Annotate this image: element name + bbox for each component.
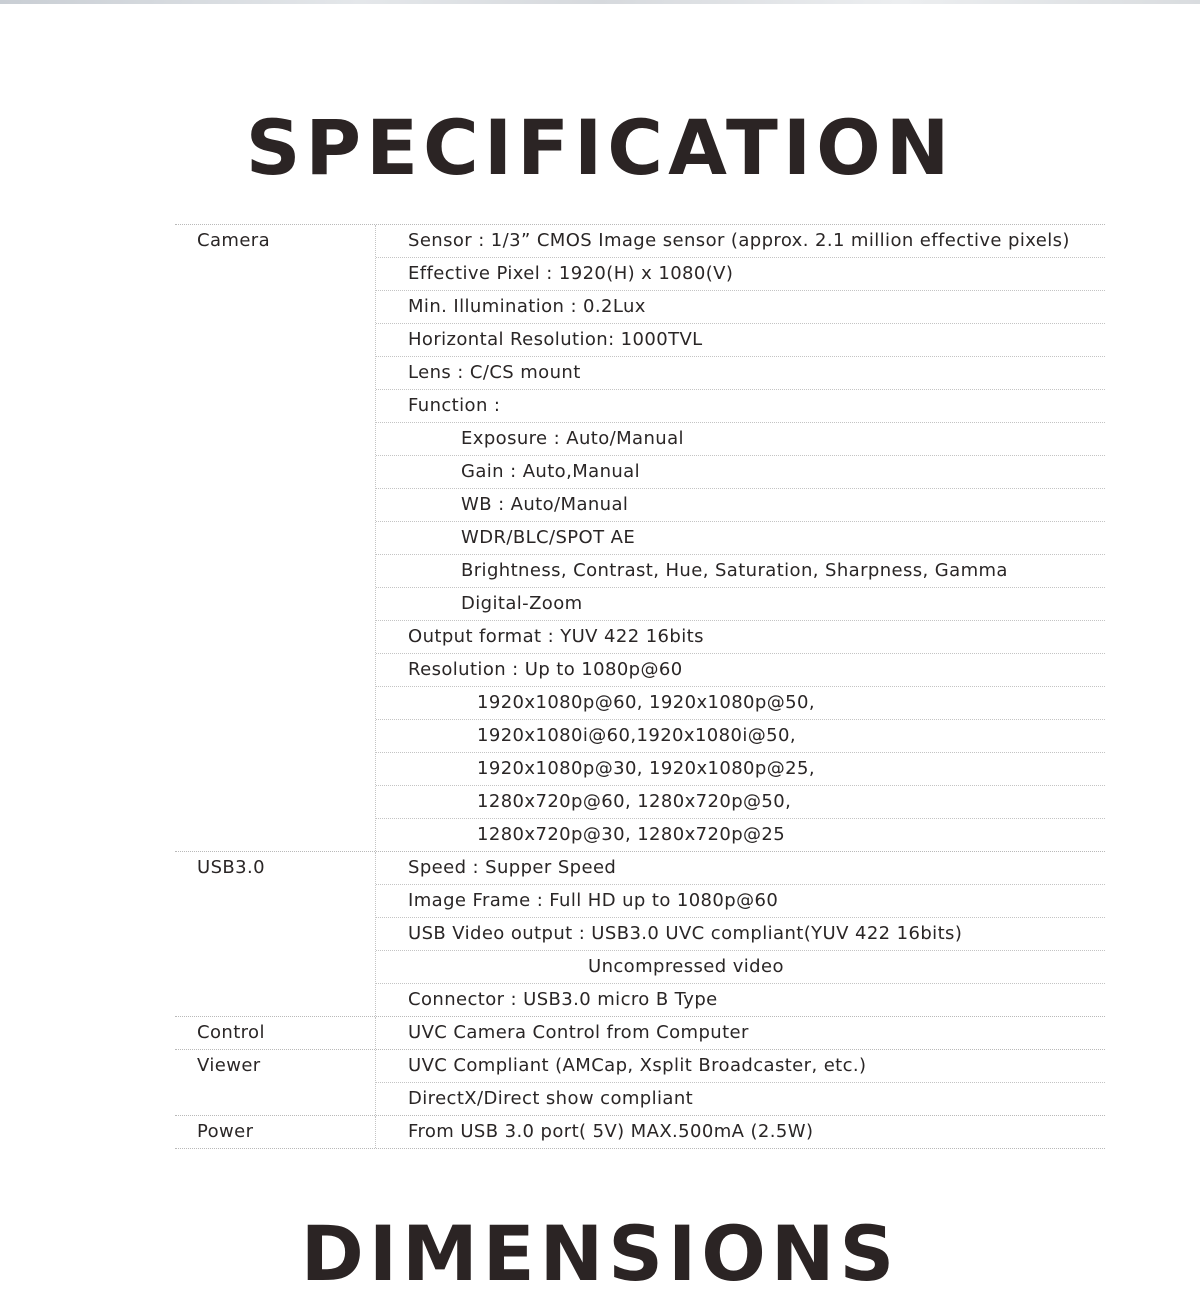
spec-group-usb3-0	[175, 852, 1105, 1017]
spec-row: Connector : USB3.0 micro B Type	[408, 989, 718, 1010]
spec-row: Exposure : Auto/Manual	[376, 423, 1105, 456]
spec-row: 1920x1080p@30, 1920x1080p@25,	[376, 753, 1105, 786]
spec-group-power	[175, 1116, 1105, 1149]
spec-row: Output format : YUV 422 16bits	[376, 621, 1105, 654]
spec-row: Speed : Supper Speed	[376, 852, 1105, 885]
spec-category-cell	[175, 1050, 376, 1115]
spec-group-control	[175, 1017, 1105, 1050]
spec-row: Uncompressed video	[376, 951, 1105, 984]
spec-row: 1920x1080p@60, 1920x1080p@50,	[376, 687, 1105, 720]
spec-row: 1280x720p@30, 1280x720p@25	[477, 824, 786, 845]
spec-row: Brightness, Contrast, Hue, Saturation, Sharpness, Gamma	[376, 555, 1105, 588]
spec-category-label: Power	[197, 1121, 254, 1142]
spec-row: Effective Pixel : 1920(H) x 1080(V)	[376, 258, 1105, 291]
spec-row: 1280x720p@60, 1280x720p@50,	[376, 786, 1105, 819]
spec-row: UVC Camera Control from Computer	[408, 1022, 749, 1043]
spec-category-cell	[175, 852, 376, 1016]
spec-row: Sensor : 1/3” CMOS Image sensor (approx. 2.1 million effective pixels)	[376, 225, 1105, 258]
spec-row: DirectX/Direct show compliant	[408, 1088, 694, 1109]
spec-row: UVC Compliant (AMCap, Xsplit Broadcaster, etc.)	[376, 1050, 1105, 1083]
spec-group-viewer	[175, 1050, 1105, 1116]
spec-row: Lens : C/CS mount	[376, 357, 1105, 390]
spec-items	[376, 1116, 1105, 1148]
spec-category-label: USB3.0	[197, 857, 265, 878]
spec-row: WDR/BLC/SPOT AE	[376, 522, 1105, 555]
spec-row: Digital-Zoom	[376, 588, 1105, 621]
spec-row: 1920x1080i@60,1920x1080i@50,	[376, 720, 1105, 753]
spec-group-camera	[175, 225, 1105, 852]
spec-row: Gain : Auto,Manual	[376, 456, 1105, 489]
page-title: SPECIFICATION	[245, 103, 955, 192]
spec-items	[376, 852, 1105, 1016]
spec-row: Function :	[376, 390, 1105, 423]
spec-items	[376, 1017, 1105, 1049]
spec-category-cell	[175, 1017, 376, 1049]
dimensions-title: DIMENSIONS	[300, 1209, 900, 1298]
spec-items	[376, 225, 1105, 851]
spec-category-label: Viewer	[197, 1055, 261, 1076]
spec-row: From USB 3.0 port( 5V) MAX.500mA (2.5W)	[408, 1121, 814, 1142]
spec-row: WB : Auto/Manual	[376, 489, 1105, 522]
top-image-strip	[0, 0, 1200, 4]
spec-row: Image Frame : Full HD up to 1080p@60	[376, 885, 1105, 918]
spec-row: Horizontal Resolution: 1000TVL	[376, 324, 1105, 357]
spec-row: Min. Illumination : 0.2Lux	[376, 291, 1105, 324]
spec-category-label: Control	[197, 1022, 265, 1043]
spec-category-cell	[175, 225, 376, 851]
spec-table	[175, 224, 1105, 1149]
spec-row: Resolution : Up to 1080p@60	[376, 654, 1105, 687]
spec-category-cell	[175, 1116, 376, 1148]
spec-row: USB Video output : USB3.0 UVC compliant(YUV 422 16bits)	[376, 918, 1105, 951]
spec-items	[376, 1050, 1105, 1115]
spec-category-label: Camera	[197, 230, 271, 251]
